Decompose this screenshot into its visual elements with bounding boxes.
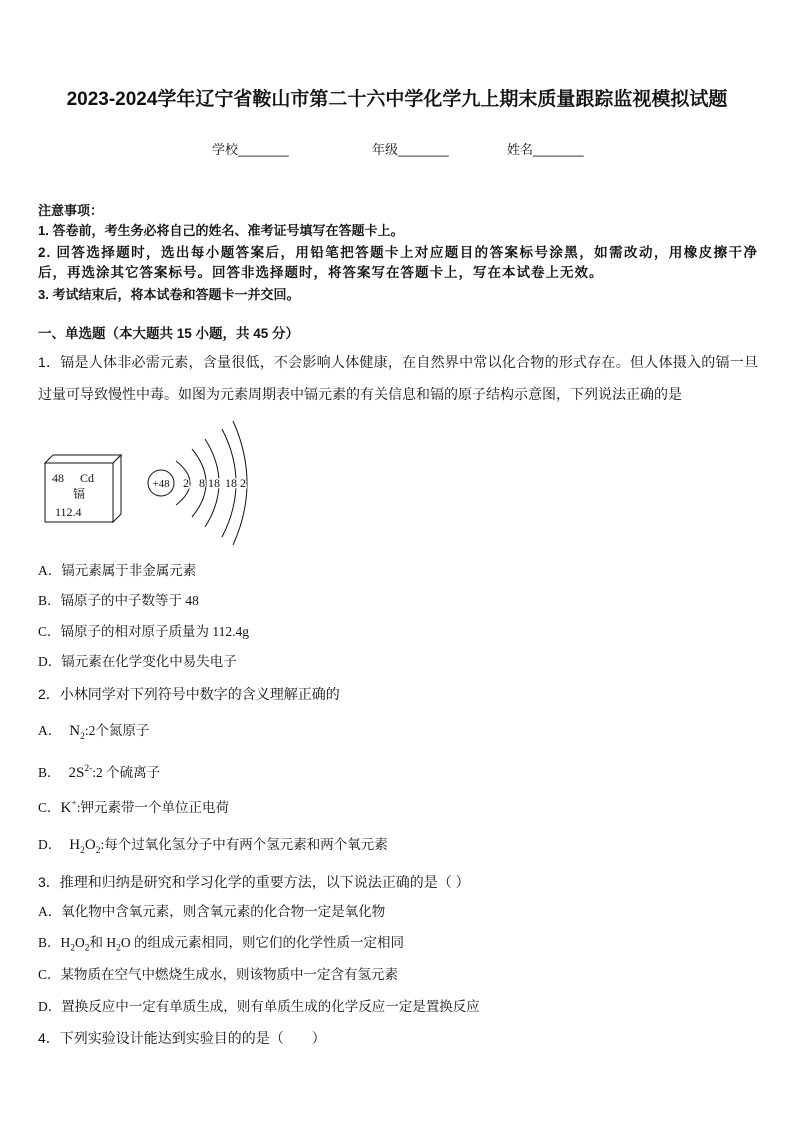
question-3-stem: 3．推理和归纳是研究和学习化学的重要方法，以下说法正确的是（ ） [38,874,470,890]
option-meaning: :每个过氧化氢分子中有两个氢元素和两个氧元素 [100,837,388,852]
option-meaning: :钾元素带一个单位正电荷 [76,800,229,815]
q1-option-c: C．镉原子的相对原子质量为 112.4g [38,624,250,639]
notice-heading: 注意事项： [38,203,104,218]
shell-electrons-4: 18 [225,476,237,490]
formula-symbol: O [75,935,85,950]
option-letter: B． [38,765,61,780]
cadmium-figure [40,415,260,550]
element-box-side [113,455,121,522]
chemical-formula [69,837,101,856]
option-meaning: :2个氮原子 [84,723,150,738]
shell-electrons-1: 2 [183,476,189,490]
q2-option-d [38,835,388,855]
q1-option-a: A．镉元素属于非金属元素 [38,563,197,578]
formula-symbol: 2S [68,765,85,781]
element-box-top [45,455,121,463]
shell-electrons-2: 8 [199,476,205,490]
option-letter: C． [38,800,61,815]
shell-electrons-5: 2 [240,476,246,490]
element-name: 镉 [73,487,86,501]
question-2-stem: 2．小林同学对下列符号中数字的含义理解正确的 [38,686,340,702]
q3-option-b [38,933,404,953]
q3-option-d: D．置换反应中一定有单质生成，则有单质生成的化学反应一定是置换反应 [38,999,480,1014]
formula-subscript: 2 [116,943,121,954]
q3-option-c: C．某物质在空气中燃烧生成水，则该物质中一定含有氢元素 [38,967,399,982]
option-letter: D． [38,837,62,852]
option-letter: B． [38,935,61,950]
option-text: O 的组成元素相同，则它们的化学性质一定相同 [120,935,405,950]
formula-superscript: + [71,799,77,809]
formula-subscript: 2 [80,846,85,856]
element-box [45,455,121,522]
nucleus-charge: +48 [152,478,170,490]
notice-item-3: 3. 考试结束后，将本试卷和答题卡一并交回。 [38,287,300,302]
chemical-formula [69,723,85,742]
shell-electrons-3: 18 [208,476,220,490]
section-heading: 一、单选题（本大题共 15 小题，共 45 分） [38,326,300,341]
formula-subscript: 2 [70,943,76,954]
formula-symbol: H [69,837,81,853]
notice-item-1: 1. 答卷前，考生务必将自己的姓名、准考证号填写在答题卡上。 [38,223,404,238]
name-field: 姓名_______ [507,142,584,157]
grade-field: 年级_______ [372,142,449,157]
chemical-formula [61,800,77,816]
formula-symbol: H [60,935,71,950]
notice-item-2: 2. 回答选择题时，选出每小题答案后，用铅笔把答题卡上对应题目的答案标号涂黑，如需改动，用橡皮擦干净后，再选涂其它答案标号。回答非选择题时，将答案写在答题卡上，写在本试卷上无效。 [38,245,758,280]
q1-option-b: B．镉原子的中子数等于 48 [38,593,199,608]
atomic-mass: 112.4 [55,505,82,519]
element-symbol: Cd [80,471,95,485]
q1-option-d: D．镉元素在化学变化中易失电子 [38,654,237,669]
formula-subscript: 2 [80,732,85,742]
formula-symbol: N [69,723,81,739]
option-letter: A． [38,723,62,738]
atomic-number: 48 [52,471,64,485]
q2-option-b [38,763,160,783]
school-field: 学校_______ [212,142,289,157]
q2-option-c [38,798,229,818]
q2-option-a [38,721,149,741]
formula-subscript: 2 [95,846,101,856]
question-1-stem: 1．镉是人体非必需元素，含量很低，不会影响人体健康，在自然界中常以化合物的形式存在。但人体摄入的镉一旦过量可导致慢性中毒。如图为元素周期表中镉元素的有关信息和镉的原子结构示意图，下列说法正确的是 [38,354,758,402]
formula-subscript: 2 [84,943,90,954]
formula-symbol: O [84,837,96,853]
formula-superscript: 2- [84,764,93,774]
question-4-stem: 4．下列实验设计能达到实验目的的是（ ） [38,1030,326,1046]
option-text: 和 H [89,935,117,950]
atomic-structure [148,421,247,545]
option-meaning: :2 个硫离子 [92,765,161,780]
formula-symbol: K [60,800,72,816]
q3-option-a: A．氧化物中含氧元素，则含氧元素的化合物一定是氧化物 [38,904,386,919]
chemical-formula [69,765,93,781]
exam-title: 2023-2024学年辽宁省鞍山市第二十六中学化学九上期末质量跟踪监视模拟试题 [66,89,728,110]
